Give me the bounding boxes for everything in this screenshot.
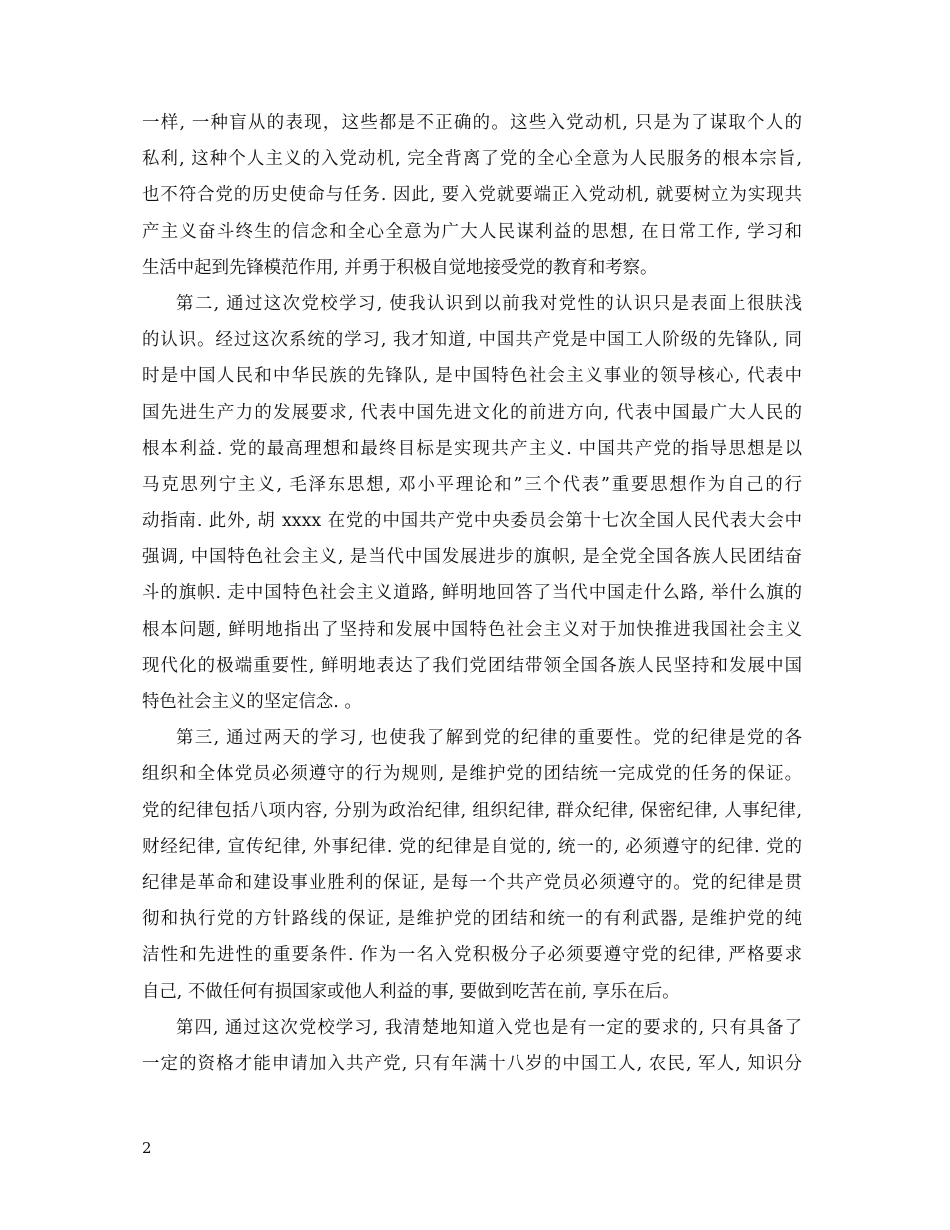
paragraph xyxy=(142,1010,802,1082)
text-line: 第二, 通过这次党校学习, 使我认识到以前我对党性的认识只是表面上很肤浅 xyxy=(176,293,802,314)
text-line: 根本利益. 党的最高理想和最终目标是实现共产主义. 中国共产党的指导思想是以 xyxy=(142,438,802,459)
text-line: 自己, 不做任何有损国家或他人利益的事, 要做到吃苦在前, 享乐在后。 xyxy=(142,981,680,1002)
text-line: 纪律是革命和建设事业胜利的保证, 是每一个共产党员必须遵守的。党的纪律是贯 xyxy=(142,872,802,893)
text-line: 的认识。经过这次系统的学习, 我才知道, 中国共产党是中国工人阶级的先锋队, 同 xyxy=(142,330,802,351)
text-line: 产主义奋斗终生的信念和全心全意为广大人民谋利益的思想, 在日常工作, 学习和 xyxy=(142,221,802,242)
body-text xyxy=(142,105,802,1082)
text-line: 彻和执行党的方针路线的保证, 是维护党的团结和统一的有利武器, 是维护党的纯 xyxy=(142,909,802,930)
text-line: 党的纪律包括八项内容, 分别为政治纪律, 组织纪律, 群众纪律, 保密纪律, 人事纪律, xyxy=(142,800,802,821)
text-line: 也不符合党的历史使命与任务. 因此, 要入党就要端正入党动机, 就要树立为实现共 xyxy=(142,185,802,206)
text-line: 私利, 这种个人主义的入党动机, 完全背离了党的全心全意为人民服务的根本宗旨, xyxy=(142,149,802,170)
text-line: 现代化的极端重要性, 鲜明地表达了我们党团结带领全国各族人民坚持和发展中国 xyxy=(142,655,802,676)
text-line: 斗的旗帜. 走中国特色社会主义道路, 鲜明地回答了当代中国走什么路, 举什么旗的 xyxy=(142,583,802,604)
paragraph xyxy=(142,286,802,720)
text-line: 动指南. 此外, 胡 xxxx 在党的中国共产党中央委员会第十七次全国人民代表大会中 xyxy=(142,511,802,532)
text-line: 组织和全体党员必须遵守的行为规则, 是维护党的团结统一完成党的任务的保证。 xyxy=(142,764,802,785)
text-line: 一样, 一种盲从的表现，这些都是不正确的。这些入党动机, 只是为了谋取个人的 xyxy=(142,113,802,133)
text-line: 第四, 通过这次党校学习, 我清楚地知道入党也是有一定的要求的, 只有具备了 xyxy=(176,1017,802,1038)
text-line: 一定的资格才能申请加入共产党, 只有年满十八岁的中国工人, 农民, 军人, 知识分 xyxy=(142,1053,802,1074)
text-line: 马克思列宁主义, 毛泽东思想, 邓小平理论和”三个代表”重要思想作为自己的行 xyxy=(142,474,802,495)
text-line: 第三, 通过两天的学习, 也使我了解到党的纪律的重要性。党的纪律是党的各 xyxy=(176,728,802,749)
text-line: 国先进生产力的发展要求, 代表中国先进文化的前进方向, 代表中国最广大人民的 xyxy=(142,402,802,423)
text-line: 财经纪律, 宣传纪律, 外事纪律. 党的纪律是自觉的, 统一的, 必须遵守的纪律. 党的 xyxy=(142,836,802,857)
text-line: 时是中国人民和中华民族的先锋队, 是中国特色社会主义事业的领导核心, 代表中 xyxy=(142,366,802,387)
paragraph xyxy=(142,105,802,286)
text-line: 特色社会主义的坚定信念. 。 xyxy=(142,692,362,712)
text-line: 强调, 中国特色社会主义, 是当代中国发展进步的旗帜, 是全党全国各族人民团结奋 xyxy=(142,547,802,568)
text-line: 生活中起到先锋模范作用, 并勇于积极自觉地接受党的教育和考察。 xyxy=(142,257,658,278)
text-line: 根本问题, 鲜明地指出了坚持和发展中国特色社会主义对于加快推进我国社会主义 xyxy=(142,619,802,640)
page-number: 2 xyxy=(142,1139,152,1157)
text-line: 洁性和先进性的重要条件. 作为一名入党积极分子必须要遵守党的纪律, 严格要求 xyxy=(142,945,802,966)
paragraph xyxy=(142,720,802,1010)
